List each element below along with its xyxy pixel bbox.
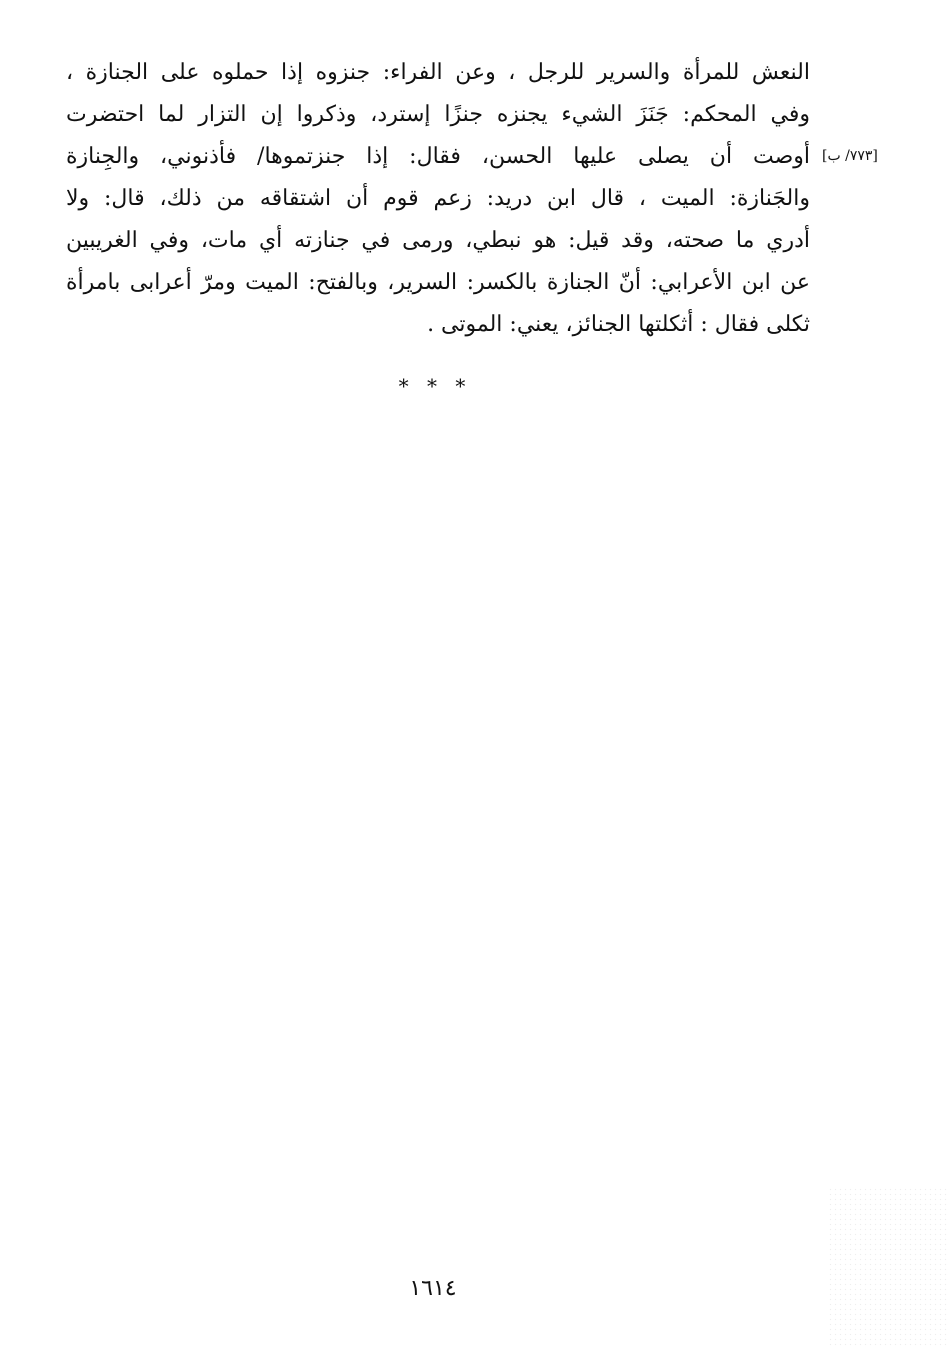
- scan-noise-texture: [828, 1187, 948, 1347]
- text-line: والجَنازة: الميت ، قال ابن دريد: زعم قوم أن اشتقاقه من ذلك، قال: ولا: [66, 186, 810, 211]
- section-separator: * * *: [398, 374, 472, 398]
- text-line: ثكلى فقال : أثكلتها الجنائز، يعني: الموتى .: [427, 312, 810, 337]
- page-number: ١٦١٤: [409, 1276, 457, 1301]
- body-text: [66, 52, 810, 346]
- text-line: أوصت أن يصلى عليها الحسن، فقال: إذا جنزتموها/ فأذنوني، والجِنازة: [66, 144, 810, 169]
- text-line: وفي المحكم: جَنَزَ الشيء يجنزه جنزًا إسترد، وذكروا إن التزار لما احتضرت: [66, 102, 810, 127]
- manuscript-folio-marker: [٧٧٣/ ب]: [822, 148, 878, 164]
- text-line: النعش للمرأة والسرير للرجل ، وعن الفراء: جنزوه إذا حملوه على الجنازة ،: [66, 60, 810, 85]
- text-line: عن ابن الأعرابي: أنّ الجنازة بالكسر: السرير، وبالفتح: الميت ومرّ أعرابى بامرأة: [66, 270, 810, 295]
- text-line: أدري ما صحته، وقد قيل: هو نبطي، ورمى في جنازته أي مات، وفي الغريبين: [66, 228, 810, 253]
